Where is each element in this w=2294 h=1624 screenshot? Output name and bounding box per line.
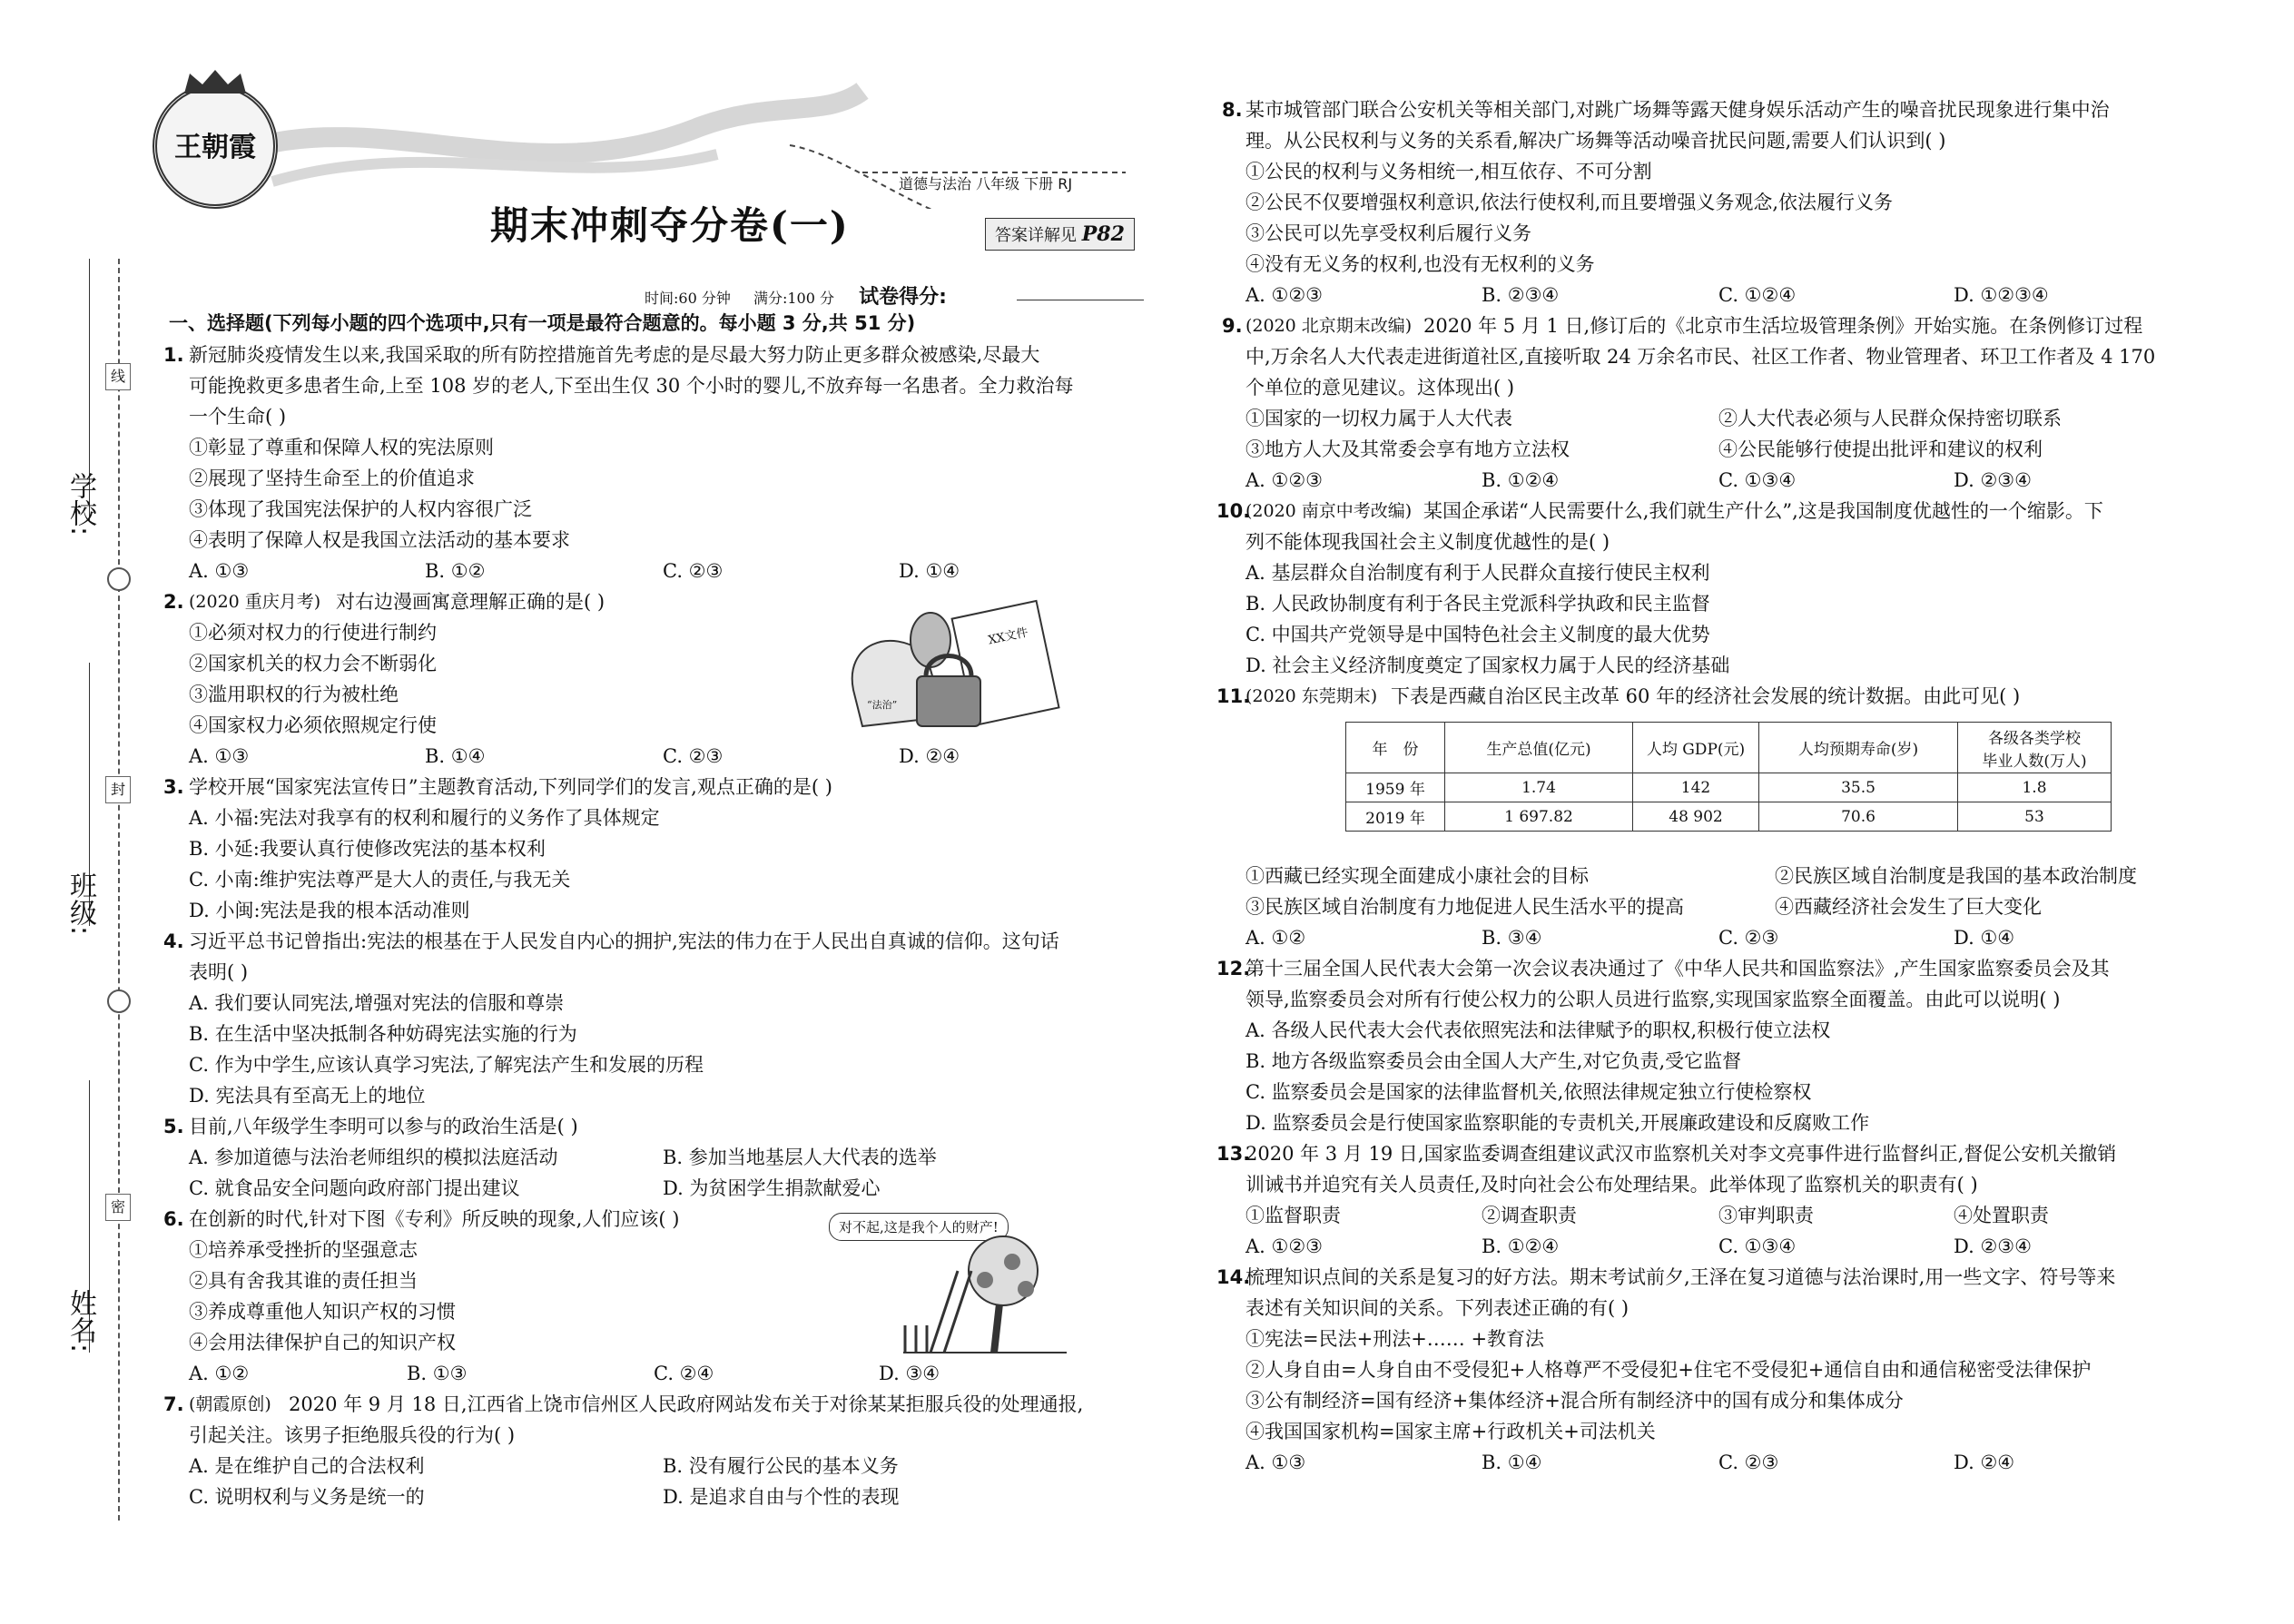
answer-option[interactable]: C. ②③: [1718, 1452, 1779, 1473]
question-text: 下表是西藏自治区民主改革 60 年的经济社会发展的统计数据。由此可见( ): [1391, 685, 2021, 707]
statement-item: ①国家的一切权力属于人大代表: [1245, 408, 1512, 429]
answer-option[interactable]: B. ③④: [1482, 927, 1542, 949]
statement-item: ③审判职责: [1718, 1205, 1814, 1226]
page-title: 期末冲刺夺分卷(一): [490, 203, 850, 248]
table-header: 人均 GDP(元): [1633, 723, 1759, 773]
binding-mark-seal: 封: [105, 776, 131, 803]
answer-option[interactable]: D. ①④: [899, 560, 960, 582]
statement-item: ④处置职责: [1954, 1205, 2049, 1226]
answer-ref-prefix: 答案详解见: [995, 226, 1077, 245]
statement-item: ④西藏经济社会发生了巨大变化: [1775, 896, 2042, 918]
binding-mark-line: 线: [105, 363, 131, 390]
answer-option[interactable]: B. 小延:我要认真行使修改宪法的基本权利: [189, 838, 546, 860]
answer-option[interactable]: D. 社会主义经济制度奠定了国家权力属于人民的经济基础: [1245, 655, 1730, 676]
statement-item: ①监督职责: [1245, 1205, 1341, 1226]
table-row: [1346, 802, 2112, 832]
answer-option[interactable]: D. ③④: [879, 1363, 940, 1384]
table-header: [1958, 723, 2112, 773]
question-number: 4.: [163, 930, 184, 952]
answer-option[interactable]: A. ①②③: [1245, 1235, 1323, 1257]
statement-item: ③滥用职权的行为被杜绝: [189, 684, 399, 705]
question-number: 7.: [163, 1393, 184, 1415]
cartoon-power-lock: [835, 590, 1062, 735]
table-header-row: [1346, 723, 2112, 773]
logo-text: 王朝霞: [174, 132, 256, 163]
answer-option[interactable]: C. 中国共产党领导是中国特色社会主义制度的最大优势: [1245, 624, 1710, 645]
answer-option[interactable]: B. 没有履行公民的基本义务: [663, 1455, 899, 1477]
statement-item: ③民族区域自治制度有力地促进人民生活水平的提高: [1245, 896, 1684, 918]
table-cell: 70.6: [1759, 802, 1958, 832]
name-label: 姓名:: [64, 1289, 96, 1353]
question-text: 引起关注。该男子拒绝服兵役的行为( ): [189, 1424, 516, 1446]
question-text: 某市城管部门联合公安机关等相关部门,对跳广场舞等露天健身娱乐活动产生的噪音扰民现象进行集中治: [1245, 99, 2110, 121]
question-text: 新冠肺炎疫情发生以来,我国采取的所有防控措施首先考虑的是尽最大努力防止更多群众被感染,尽最大: [189, 344, 1040, 366]
statement-item: ③公民可以先享受权利后履行义务: [1245, 222, 1531, 244]
table-cell: 35.5: [1759, 773, 1958, 802]
table-cell: 1 697.82: [1445, 802, 1633, 832]
statement-item: ②国家机关的权力会不断弱化: [189, 653, 437, 674]
answer-option[interactable]: A. ①③: [1245, 1452, 1306, 1473]
answer-option[interactable]: A. 我们要认同宪法,增强对宪法的信服和尊崇: [189, 992, 565, 1014]
question-source: (2020 北京期末改编): [1245, 316, 1413, 336]
question-text: 在创新的时代,针对下图《专利》所反映的现象,人们应该( ): [189, 1208, 680, 1230]
question-number: 2.: [163, 591, 184, 613]
answer-option[interactable]: B. ①④: [425, 745, 486, 767]
answer-option[interactable]: A. 是在维护自己的合法权利: [189, 1455, 425, 1477]
question-number: 1.: [163, 344, 184, 366]
table-header: 生产总值(亿元): [1445, 723, 1633, 773]
statement-item: ③地方人大及其常委会享有地方立法权: [1245, 438, 1570, 460]
cartoon-tree-icon: [822, 1235, 1076, 1357]
answer-option[interactable]: C. ②③: [663, 560, 724, 582]
answer-option[interactable]: C. ①③④: [1718, 1235, 1797, 1257]
binding-hole-icon: [107, 989, 131, 1013]
cartoon-speech-bubble: 对不起,这是我个人的财产!: [829, 1213, 1009, 1241]
statement-item: ②展现了坚持生命至上的价值追求: [189, 468, 475, 489]
answer-option[interactable]: B. 地方各级监察委员会由全国人大产生,对它负责,受它监督: [1245, 1050, 1742, 1072]
cartoon-patent: [822, 1207, 1076, 1353]
question-number: 14.: [1216, 1266, 1251, 1288]
question-number: 5.: [163, 1116, 184, 1137]
answer-option[interactable]: B. 参加当地基层人大代表的选举: [663, 1147, 937, 1168]
table-cell: 1959 年: [1346, 773, 1445, 802]
table-header-line: 各级各类学校: [1988, 729, 2081, 748]
statement-item: ②公民不仅要增强权利意识,依法行使权利,而且要增强义务观念,依法履行义务: [1245, 192, 1894, 213]
answer-option[interactable]: D. ②③④: [1954, 1235, 2032, 1257]
statement-item: ③养成尊重他人知识产权的习惯: [189, 1301, 456, 1323]
cartoon-lock-label: “法治”: [867, 699, 898, 711]
table-cell: 2019 年: [1346, 802, 1445, 832]
question-text: 学校开展“国家宪法宣传日”主题教育活动,下列同学们的发言,观点正确的是( ): [189, 776, 832, 798]
question-text: 表述有关知识间的关系。下列表述正确的有( ): [1245, 1297, 1629, 1319]
question-text: 列不能体现我国社会主义制度优越性的是( ): [1245, 531, 1610, 553]
question-number: 13.: [1216, 1143, 1251, 1165]
question-text: 训诫书并追究有关人员责任,及时向社会公布处理结果。此举体现了监察机关的职责有( ): [1245, 1174, 1978, 1196]
answer-reference: [985, 218, 1135, 251]
answer-option[interactable]: A. ①③: [189, 560, 250, 582]
stats-table: [1345, 722, 2112, 832]
question-text: 某国企承诺“人民需要什么,我们就生产什么”,这是我国制度优越性的一个缩影。下: [1423, 500, 2103, 522]
statement-item: ④会用法律保护自己的知识产权: [189, 1332, 456, 1353]
statement-item: ②具有舍我其谁的责任担当: [189, 1270, 418, 1292]
answer-option[interactable]: D. ②④: [899, 745, 960, 767]
binding-dashed-line: [118, 259, 120, 1521]
statement-item: ④表明了保障人权是我国立法活动的基本要求: [189, 529, 570, 551]
question-number: 3.: [163, 776, 184, 798]
question-text: 第十三届全国人民代表大会第一次会议表决通过了《中华人民共和国监察法》,产生国家监察委员会及其: [1245, 958, 2110, 979]
statement-item: ④国家权力必须依照规定行使: [189, 714, 437, 736]
question-text: 2020 年 3 月 19 日,国家监委调查组建议武汉市监察机关对李文亮事件进行监督纠正,督促公安机关撤销: [1245, 1143, 2117, 1165]
question-text: 中,万余名人大代表走进街道社区,直接听取 24 万余名市民、社区工作者、物业管理者、环卫工作者及 4 170: [1245, 346, 2156, 368]
answer-option[interactable]: C. ②③: [663, 745, 724, 767]
question-text: 2020 年 5 月 1 日,修订后的《北京市生活垃圾管理条例》开始实施。在条例修订过程: [1423, 315, 2143, 337]
answer-option[interactable]: D. 宪法具有至高无上的地位: [189, 1085, 426, 1107]
answer-option[interactable]: B. ①②④: [1482, 469, 1560, 491]
table-cell: 1.8: [1958, 773, 2112, 802]
answer-option[interactable]: A. ①②: [189, 1363, 250, 1384]
question-number: 12.: [1216, 958, 1251, 979]
statement-item: ①必须对权力的行使进行制约: [189, 622, 437, 644]
question-text: 目前,八年级学生李明可以参与的政治生活是( ): [189, 1116, 578, 1137]
exam-meta: [645, 281, 947, 310]
table-header-line: 毕业人数(万人): [1982, 752, 2087, 771]
statement-item: ①公民的权利与义务相统一,相互依存、不可分割: [1245, 161, 1652, 182]
table-cell: 1.74: [1445, 773, 1633, 802]
answer-option[interactable]: A. ①③: [189, 745, 250, 767]
answer-option[interactable]: B. ①②④: [1482, 1235, 1560, 1257]
answer-option[interactable]: D. 小闽:宪法是我的根本活动准则: [189, 900, 470, 921]
answer-option[interactable]: D. ②④: [1954, 1452, 2015, 1473]
answer-option[interactable]: A. ①②: [1245, 927, 1306, 949]
question-number: 8.: [1222, 99, 1243, 121]
question-number: 11.: [1216, 685, 1251, 707]
question-number: 6.: [163, 1208, 184, 1230]
score-label: 试卷得分:: [859, 286, 947, 309]
answer-option[interactable]: C. ①②④: [1718, 284, 1797, 306]
answer-option[interactable]: C. ①③④: [1718, 469, 1797, 491]
answer-option[interactable]: D. ①④: [1954, 927, 2015, 949]
answer-option[interactable]: B. 人民政协制度有利于各民主党派科学执政和民主监督: [1245, 593, 1710, 615]
answer-option[interactable]: A. ①②③: [1245, 284, 1323, 306]
answer-option[interactable]: A. 基层群众自治制度有利于人民群众直接行使民主权利: [1245, 562, 1710, 584]
question-text: 对右边漫画寓意理解正确的是( ): [336, 591, 605, 613]
answer-option[interactable]: D. 是追求自由与个性的表现: [663, 1486, 900, 1508]
question-text: 可能挽救更多患者生命,上至 108 岁的老人,下至出生仅 30 个小时的婴儿,不放弃每一名患者。全力救治每: [189, 375, 1074, 397]
answer-option[interactable]: B. ②③④: [1482, 284, 1560, 306]
school-label: 学校:: [64, 472, 96, 536]
answer-option[interactable]: C. ②③: [1718, 927, 1779, 949]
answer-option[interactable]: C. 说明权利与义务是统一的: [189, 1486, 425, 1508]
question-text: 表明( ): [189, 961, 249, 983]
question-number: 10.: [1216, 500, 1251, 522]
question-source: (2020 南京中考改编): [1245, 501, 1413, 521]
binding-hole-icon: [107, 567, 131, 591]
crown-icon: [181, 68, 250, 95]
time-limit: 时间:60 分钟: [645, 290, 731, 307]
statement-item: ③体现了我国宪法保护的人权内容很广泛: [189, 498, 532, 520]
full-score: 满分:100 分: [753, 290, 834, 307]
question-text: 一个生命( ): [189, 406, 287, 428]
statement-item: ①西藏已经实现全面建成小康社会的目标: [1245, 865, 1589, 887]
statement-item: ④公民能够行使提出批评和建议的权利: [1718, 438, 2043, 460]
statement-item: ②人大代表必须与人民群众保持密切联系: [1718, 408, 2062, 429]
table-header: 人均预期寿命(岁): [1759, 723, 1958, 773]
statement-item: ②调查职责: [1482, 1205, 1577, 1226]
statement-item: ②民族区域自治制度是我国的基本政治制度: [1775, 865, 2137, 887]
table-row: [1346, 773, 2112, 802]
answer-option[interactable]: A. ①②③: [1245, 469, 1323, 491]
answer-ref-page: P82: [1081, 222, 1125, 246]
statement-item: ③公有制经济=国有经济+集体经济+混合所有制经济中的国有成分和集体成分: [1245, 1390, 1904, 1412]
question-number: 9.: [1222, 315, 1243, 337]
answer-option[interactable]: A. 参加道德与法治老师组织的模拟法庭活动: [189, 1147, 558, 1168]
statement-item: ①宪法=民法+刑法+…… +教育法: [1245, 1328, 1545, 1350]
answer-option[interactable]: C. 就食品安全问题向政府部门提出建议: [189, 1177, 520, 1199]
table-cell: 142: [1633, 773, 1759, 802]
answer-option[interactable]: A. 小福:宪法对我享有的权利和履行的义务作了具体规定: [189, 807, 660, 829]
answer-option[interactable]: A. 各级人民代表大会代表依照宪法和法律赋予的职权,积极行使立法权: [1245, 1019, 1831, 1041]
question-text: 个单位的意见建议。这体现出( ): [1245, 377, 1515, 399]
question-text: 2020 年 9 月 18 日,江西省上饶市信州区人民政府网站发布关于对徐某某拒服兵役的处理通报,: [289, 1393, 1084, 1415]
table-header: 年 份: [1346, 723, 1445, 773]
subject-tag: 道德与法治 八年级 下册 RJ: [899, 175, 1073, 192]
question-text: 梳理知识点间的关系是复习的好方法。期末考试前夕,王泽在复习道德与法治课时,用一些文字、符号等来: [1245, 1266, 2116, 1288]
question-source: (2020 重庆月考): [189, 592, 321, 612]
cartoon-lock-icon: [835, 590, 1062, 735]
table-cell: 48 902: [1633, 802, 1759, 832]
brand-logo: [153, 84, 278, 209]
question-text: 理。从公民权利与义务的关系看,解决广场舞等活动噪音扰民问题,需要人们认识到( ): [1245, 130, 1946, 152]
answer-option[interactable]: C. 作为中学生,应该认真学习宪法,了解宪法产生和发展的历程: [189, 1054, 704, 1076]
statement-item: ①彰显了尊重和保障人权的宪法原则: [189, 437, 494, 458]
cartoon-document-label: XX文件: [987, 625, 1030, 648]
statement-item: ①培养承受挫折的坚强意志: [189, 1239, 418, 1261]
answer-option[interactable]: B. 在生活中坚决抵制各种妨碍宪法实施的行为: [189, 1023, 577, 1045]
statement-item: ②人身自由=人身自由不受侵犯+人格尊严不受侵犯+住宅不受侵犯+通信自由和通信秘密受法律保护: [1245, 1359, 2092, 1381]
question-source: (朝霞原创): [189, 1394, 271, 1414]
answer-option[interactable]: D. ②③④: [1954, 469, 2032, 491]
answer-option[interactable]: D. 监察委员会是行使国家监察职能的专责机关,开展廉政建设和反腐败工作: [1245, 1112, 1870, 1134]
section-heading: 一、选择题(下列每小题的四个选项中,只有一项是最符合题意的。每小题 3 分,共 51 分): [169, 312, 916, 334]
answer-option[interactable]: C. 小南:维护宪法尊严是大人的责任,与我无关: [189, 869, 571, 891]
question-source: (2020 东莞期末): [1245, 686, 1378, 706]
question-text: 领导,监察委员会对所有行使公权力的公职人员进行监察,实现国家监察全面覆盖。由此可以说明( ): [1245, 989, 2061, 1010]
question-text: 习近平总书记曾指出:宪法的根基在于人民发自内心的拥护,宪法的伟力在于人民出自真诚的信仰。这句话: [189, 930, 1059, 952]
answer-option[interactable]: D. ①②③④: [1954, 284, 2049, 306]
table-cell: 53: [1958, 802, 2112, 832]
binding-mark-secret: 密: [105, 1194, 131, 1221]
answer-option[interactable]: D. 为贫困学生捐款献爱心: [663, 1177, 881, 1199]
answer-option[interactable]: C. ②④: [654, 1363, 714, 1384]
class-label: 班级:: [64, 871, 96, 936]
answer-option[interactable]: C. 监察委员会是国家的法律监督机关,依照法律规定独立行使检察权: [1245, 1081, 1812, 1103]
statement-item: ④我国国家机构=国家主席+行政机关+司法机关: [1245, 1421, 1656, 1442]
answer-option[interactable]: B. ①④: [1482, 1452, 1542, 1473]
answer-option[interactable]: B. ①③: [407, 1363, 468, 1384]
answer-option[interactable]: B. ①②: [425, 560, 486, 582]
statement-item: ④没有无义务的权利,也没有无权利的义务: [1245, 253, 1595, 275]
binding-margin: [0, 0, 159, 1624]
